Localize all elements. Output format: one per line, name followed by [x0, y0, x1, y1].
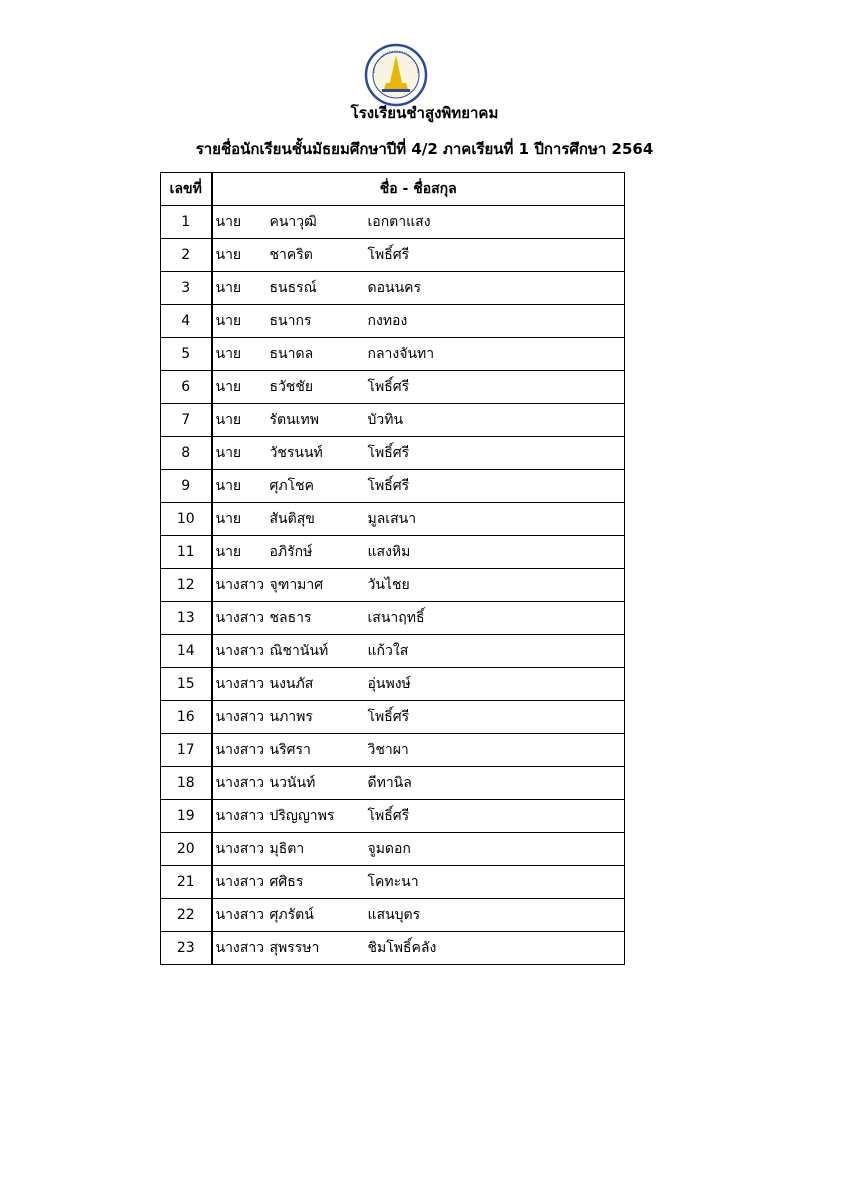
student-number: 7	[161, 404, 212, 437]
student-full-name	[212, 668, 625, 701]
student-full-name	[212, 239, 625, 272]
student-number: 4	[161, 305, 212, 338]
name-prefix: นาย	[215, 412, 242, 428]
student-full-name	[212, 338, 625, 371]
student-full-name	[212, 602, 625, 635]
student-number: 15	[161, 668, 212, 701]
last-name: โพธิ์ศรี	[367, 709, 410, 725]
table-row	[161, 833, 625, 866]
last-name: อุ่นพงษ์	[367, 676, 411, 692]
last-name: โพธิ์ศรี	[367, 379, 410, 395]
last-name: วิชาผา	[367, 742, 409, 758]
table-row	[161, 767, 625, 800]
first-name: นวนันท์	[269, 775, 316, 791]
student-full-name	[212, 800, 625, 833]
school-emblem-icon	[364, 43, 428, 107]
last-name: แก้วใส	[367, 643, 409, 659]
student-number: 5	[161, 338, 212, 371]
student-full-name	[212, 272, 625, 305]
student-full-name	[212, 371, 625, 404]
name-prefix: นางสาว	[215, 874, 265, 890]
table-row	[161, 206, 625, 239]
last-name: โคทะนา	[367, 874, 419, 890]
table-row	[161, 668, 625, 701]
name-prefix: นางสาว	[215, 643, 265, 659]
column-header-number: เลขที่	[161, 173, 212, 206]
student-number: 14	[161, 635, 212, 668]
last-name: จูมดอก	[367, 841, 411, 857]
name-prefix: นางสาว	[215, 676, 265, 692]
last-name: บัวทิน	[367, 412, 404, 428]
first-name: จุฑามาศ	[269, 577, 324, 593]
first-name: อภิรักษ์	[269, 544, 313, 560]
student-number: 20	[161, 833, 212, 866]
student-number: 2	[161, 239, 212, 272]
table-row	[161, 272, 625, 305]
name-prefix: นาย	[215, 511, 242, 527]
table-row	[161, 899, 625, 932]
first-name: ธวัชชัย	[269, 379, 314, 395]
table-header-row	[161, 173, 625, 206]
student-full-name	[212, 635, 625, 668]
first-name: วัชรนนท์	[269, 445, 323, 461]
list-title: รายชื่อนักเรียนชั้นมัธยมศึกษาปีที่ 4/2 ภาคเรียนที่ 1 ปีการศึกษา 2564	[195, 140, 654, 158]
table-row	[161, 338, 625, 371]
last-name: โพธิ์ศรี	[367, 445, 410, 461]
table-row	[161, 569, 625, 602]
first-name: มุธิตา	[269, 841, 305, 857]
student-full-name	[212, 206, 625, 239]
student-number: 11	[161, 536, 212, 569]
student-full-name	[212, 437, 625, 470]
name-prefix: นางสาว	[215, 709, 265, 725]
first-name: นงนภัส	[269, 676, 314, 692]
last-name: โพธิ์ศรี	[367, 247, 410, 263]
student-full-name	[212, 569, 625, 602]
table-row	[161, 305, 625, 338]
student-full-name	[212, 701, 625, 734]
name-prefix: นางสาว	[215, 577, 265, 593]
first-name: สุพรรษา	[269, 940, 320, 956]
name-prefix: นาย	[215, 247, 242, 263]
table-row	[161, 932, 625, 965]
student-number: 1	[161, 206, 212, 239]
name-prefix: นางสาว	[215, 775, 265, 791]
table-row	[161, 635, 625, 668]
name-prefix: นางสาว	[215, 940, 265, 956]
student-full-name	[212, 470, 625, 503]
student-number: 18	[161, 767, 212, 800]
last-name: ดีทานิล	[367, 775, 412, 791]
last-name: โพธิ์ศรี	[367, 808, 410, 824]
first-name: รัตนเทพ	[269, 412, 319, 428]
last-name: กลางจันทา	[367, 346, 435, 362]
name-prefix: นาย	[215, 346, 242, 362]
last-name: ชิมโพธิ์คลัง	[367, 940, 437, 956]
table-row	[161, 866, 625, 899]
last-name: มูลเสนา	[367, 511, 417, 527]
first-name: นริศรา	[269, 742, 311, 758]
student-full-name	[212, 767, 625, 800]
first-name: สันติสุข	[269, 511, 315, 527]
last-name: เสนาฤทธิ์	[367, 610, 425, 626]
student-number: 3	[161, 272, 212, 305]
first-name: ธนากร	[269, 313, 312, 329]
table-row	[161, 800, 625, 833]
student-full-name	[212, 833, 625, 866]
student-number: 17	[161, 734, 212, 767]
student-full-name	[212, 404, 625, 437]
name-prefix: นางสาว	[215, 610, 265, 626]
table-row	[161, 503, 625, 536]
last-name: แสงหิม	[367, 544, 411, 560]
student-full-name	[212, 932, 625, 965]
student-roster-table	[160, 172, 625, 965]
name-prefix: นาย	[215, 313, 242, 329]
last-name: เอกตาแสง	[367, 214, 431, 230]
student-full-name	[212, 503, 625, 536]
last-name: วันไชย	[367, 577, 410, 593]
student-number: 23	[161, 932, 212, 965]
student-number: 6	[161, 371, 212, 404]
student-number: 12	[161, 569, 212, 602]
table-row	[161, 470, 625, 503]
table-row	[161, 437, 625, 470]
name-prefix: นางสาว	[215, 907, 265, 923]
student-number: 9	[161, 470, 212, 503]
name-prefix: นางสาว	[215, 742, 265, 758]
student-number: 19	[161, 800, 212, 833]
first-name: ศุภรัตน์	[269, 907, 314, 923]
first-name: คนาวุฒิ	[269, 214, 317, 230]
last-name: ดอนนคร	[367, 280, 422, 296]
name-prefix: นาย	[215, 214, 242, 230]
last-name: แสนบุตร	[367, 907, 421, 923]
table-row	[161, 239, 625, 272]
student-full-name	[212, 899, 625, 932]
first-name: ชาคริต	[269, 247, 313, 263]
name-prefix: นาย	[215, 544, 242, 560]
last-name: กงทอง	[367, 313, 408, 329]
name-prefix: นาย	[215, 379, 242, 395]
name-prefix: นาย	[215, 478, 242, 494]
first-name: นภาพร	[269, 709, 313, 725]
column-header-name: ชื่อ - ชื่อสกุล	[212, 173, 625, 206]
student-number: 10	[161, 503, 212, 536]
name-prefix: นางสาว	[215, 841, 265, 857]
student-number: 13	[161, 602, 212, 635]
student-number: 8	[161, 437, 212, 470]
table-row	[161, 371, 625, 404]
student-full-name	[212, 305, 625, 338]
student-full-name	[212, 734, 625, 767]
first-name: ธนธรณ์	[269, 280, 317, 296]
student-number: 21	[161, 866, 212, 899]
table-row	[161, 734, 625, 767]
school-name: โรงเรียนชำสูงพิทยาคม	[350, 104, 499, 122]
table-row	[161, 602, 625, 635]
first-name: ชลธาร	[269, 610, 312, 626]
first-name: ศศิธร	[269, 874, 304, 890]
first-name: ธนาดล	[269, 346, 314, 362]
first-name: ปริญญาพร	[269, 808, 335, 824]
student-number: 16	[161, 701, 212, 734]
table-row	[161, 536, 625, 569]
name-prefix: นางสาว	[215, 808, 265, 824]
student-full-name	[212, 866, 625, 899]
table-row	[161, 701, 625, 734]
student-full-name	[212, 536, 625, 569]
name-prefix: นาย	[215, 280, 242, 296]
table-row	[161, 404, 625, 437]
student-number: 22	[161, 899, 212, 932]
last-name: โพธิ์ศรี	[367, 478, 410, 494]
first-name: ณิชานันท์	[269, 643, 329, 659]
first-name: ศุภโชค	[269, 478, 315, 494]
name-prefix: นาย	[215, 445, 242, 461]
